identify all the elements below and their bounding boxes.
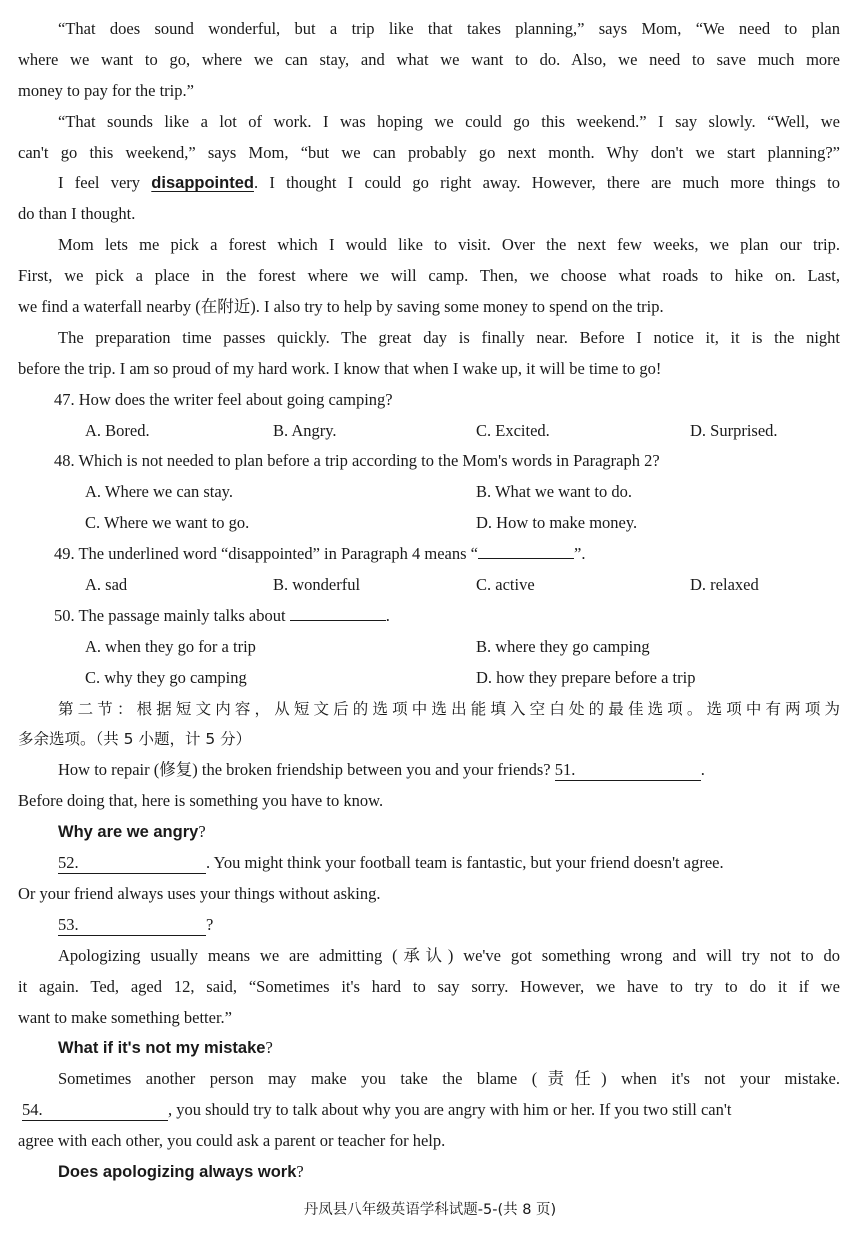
option-row xyxy=(18,632,840,663)
page-footer: 丹凤县八年级英语学科试题-5-(共 8 页) xyxy=(303,1202,557,1218)
blank-53: 53. xyxy=(58,915,206,936)
text: . You might think your football team is fantastic, but your friend doesn't agree. xyxy=(206,853,724,873)
underlined-word: disappointed xyxy=(151,174,254,193)
passage-line xyxy=(18,848,840,879)
question-stem: 48. Which is not needed to plan before a trip according to the Mom's words in Paragraph 2? xyxy=(54,451,660,471)
heading-text: Does apologizing always work xyxy=(58,1162,297,1181)
heading-text: What if it's not my mistake xyxy=(58,1039,266,1058)
passage-line xyxy=(18,168,840,199)
option: D. relaxed xyxy=(690,575,759,595)
blank-54: 54. xyxy=(22,1100,168,1121)
blank-52: 52. xyxy=(58,853,206,874)
option: A. Where we can stay. xyxy=(85,482,233,502)
option-row xyxy=(18,508,840,539)
passage-line xyxy=(18,910,840,941)
section-instructions: 第二节：根据短文内容，从短文后的选项中选出能填入空白处的最佳选项。选项中有两项为 xyxy=(58,699,840,718)
text: 49. The underlined word “disappointed” in Paragraph 4 means “ xyxy=(54,544,478,564)
passage-line: we find a waterfall nearby (在附近). I also try to help by saving some money to spend on the trip. xyxy=(18,297,664,317)
passage-line: want to make something better.” xyxy=(18,1007,232,1027)
answer-blank xyxy=(478,539,574,559)
option: D. Surprised. xyxy=(690,420,778,440)
text: I feel very xyxy=(58,173,152,193)
section-heading xyxy=(18,1033,840,1064)
text: ? xyxy=(206,914,214,934)
option: D. how they prepare before a trip xyxy=(476,667,696,687)
text: ”. xyxy=(574,544,586,564)
question-stem xyxy=(18,601,840,632)
passage-line: The preparation time passes quickly. The great day is finally near. Before I notice it, it is the night xyxy=(58,327,840,347)
answer-blank xyxy=(290,601,386,621)
option: D. How to make money. xyxy=(476,513,638,533)
passage-line: Or your friend always uses your things without asking. xyxy=(18,883,381,903)
passage-line: where we want to go, where we can stay, and what we want to do. Also, we need to save much more xyxy=(18,49,840,69)
passage-line: it again. Ted, aged 12, said, “Sometimes it's hard to say sorry. However, we have to try to do it if we xyxy=(18,976,840,996)
text: . xyxy=(385,605,390,625)
question-stem xyxy=(18,539,840,570)
question-stem: 47. How does the writer feel about going camping? xyxy=(54,389,393,409)
option-row xyxy=(18,416,840,447)
text: , you should try to talk about why you are angry with him or her. If you two still can't xyxy=(168,1100,732,1120)
option: B. where they go camping xyxy=(476,636,650,656)
option: A. Bored. xyxy=(85,420,150,440)
passage-line: “That sounds like a lot of work. I was hoping we could go this weekend.” I say slowly. “Well, we xyxy=(58,111,840,131)
section-heading xyxy=(18,817,840,848)
passage-line: do than I thought. xyxy=(18,204,136,224)
passage-line: money to pay for the trip.” xyxy=(18,80,194,100)
option: B. wonderful xyxy=(273,575,361,595)
option: B. What we want to do. xyxy=(476,482,632,502)
text: . I thought I could go right away. However, there are much more things to xyxy=(253,173,840,193)
section-heading xyxy=(18,1157,840,1188)
option-row xyxy=(18,477,840,508)
option-row xyxy=(18,570,840,601)
text: How to repair (修复) the broken friendship between you and your friends? xyxy=(58,760,551,780)
option: A. sad xyxy=(85,575,128,595)
option: C. Where we want to go. xyxy=(85,513,250,533)
option: C. active xyxy=(476,575,535,595)
passage-line: First, we pick a place in the forest where we will camp. Then, we choose what roads to hike on. Last, xyxy=(18,266,840,286)
heading-text: Why are we angry xyxy=(58,823,199,842)
passage-line xyxy=(18,1095,840,1126)
passage-line: Before doing that, here is something you have to know. xyxy=(18,791,384,811)
heading-mark: ? xyxy=(296,1161,304,1181)
heading-mark: ? xyxy=(265,1038,273,1058)
blank-51: 51. xyxy=(555,760,701,781)
passage-line: Apologizing usually means we are admitting (承认) we've got something wrong and will try not to do xyxy=(58,945,840,965)
passage-line: can't go this weekend,” says Mom, “but we can probably go next month. Why don't we start planning?” xyxy=(18,142,840,162)
passage-line: Mom lets me pick a forest which I would like to visit. Over the next few weeks, we plan our trip. xyxy=(58,235,840,255)
option: B. Angry. xyxy=(273,420,337,440)
passage-line: before the trip. I am so proud of my hard work. I know that when I wake up, it will be time to go! xyxy=(18,358,662,378)
heading-mark: ? xyxy=(198,822,206,842)
passage-line: Sometimes another person may make you take the blame (责任) when it's not your mistake. xyxy=(58,1069,840,1089)
passage-line xyxy=(18,755,840,786)
text: 50. The passage mainly talks about xyxy=(54,605,286,625)
text: . xyxy=(700,760,705,780)
option: C. why they go camping xyxy=(85,667,247,687)
option: C. Excited. xyxy=(476,420,550,440)
option: A. when they go for a trip xyxy=(85,636,256,656)
passage-line: “That does sound wonderful, but a trip like that takes planning,” says Mom, “We need to plan xyxy=(58,19,840,38)
option-row xyxy=(18,663,840,694)
section-instructions: 多余选项。（共 5 小题，计 5 分） xyxy=(18,730,252,749)
passage-line: agree with each other, you could ask a parent or teacher for help. xyxy=(18,1131,446,1151)
